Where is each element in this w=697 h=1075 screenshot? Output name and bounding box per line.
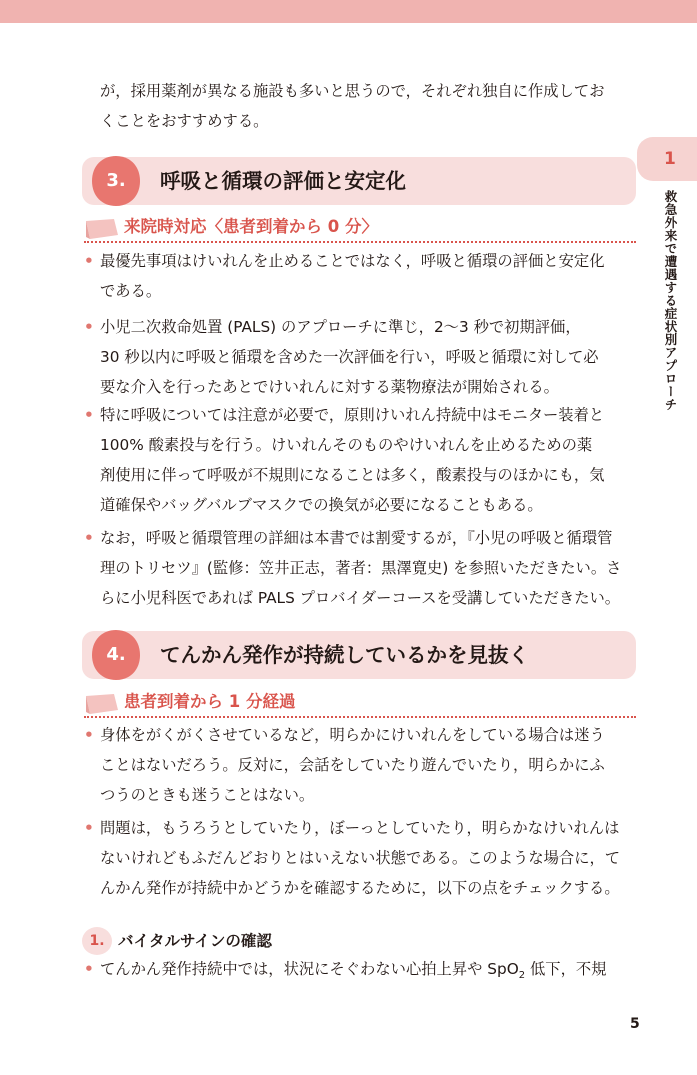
chapter-tab-number: 1	[637, 137, 697, 181]
chapter-tab-title: 救急外来で遭遇する症状別アプローチ	[663, 190, 678, 411]
section-4-title: てんかん発作が持続しているかを見抜く	[160, 643, 529, 667]
list-item: • 問題は，もうろうとしていたり，ぼーっとしていたり，明らかなけいれんは ないけれどもふだんどおりとはいえない状態である。このような場合に，て んかん発作が持続中かどうかを確認するために，以下の点をチェックする。	[84, 813, 640, 903]
bullet-icon: •	[84, 960, 94, 978]
section-3-subheading-text: 来院時対応〈患者到着から 0 分〉	[124, 217, 378, 236]
top-color-band	[0, 0, 697, 23]
section-3-badge	[90, 154, 142, 208]
section-3-heading	[82, 157, 636, 205]
section-3-number: 3.	[106, 170, 126, 191]
flag-icon	[84, 217, 120, 241]
flag-icon	[84, 692, 120, 716]
list-item: • 特に呼吸については注意が必要で，原則けいれん持続中はモニター装着と 100% 酸素投与を行う。けいれんそのものやけいれんを止めるための薬 剤使用に伴って呼吸が不規則になることは多く，酸素投与のほかにも，気 道確保やバッグバルブマスクでの換気が必要になることもある。	[84, 400, 640, 520]
subsection-1-badge	[82, 927, 112, 955]
list-item: • 身体をがくがくさせているなど，明らかにけいれんをしている場合は迷う ことはないだろう。反対に，会話をしていたり遊んでいたり，明らかにふ つうのときも迷うことはない。	[84, 720, 640, 810]
list-item: • なお，呼吸と循環管理の詳細は本書では割愛するが，『小児の呼吸と循環管 理のトリセツ』(監修：笠井正志，著者：黒澤寛史) を参照いただきたい。さ らに小児科医であれば PALS プロバイダーコースを受講していただきたい。	[84, 523, 640, 613]
bullet-icon: •	[84, 529, 94, 547]
subsection-1-title: バイタルサインの確認	[118, 932, 272, 950]
subsection-1-number: 1.	[89, 933, 105, 949]
section-4-subheading-text: 患者到着から 1 分経過	[124, 692, 296, 711]
section-4-subheading	[84, 690, 636, 718]
list-item: • てんかん発作持続中では，状況にそぐわない心拍上昇や SpO$_2$ 低下，不規	[84, 954, 640, 991]
intro-line-2: くことをおすすめする。	[100, 112, 269, 130]
bullet-icon: •	[84, 318, 94, 336]
bullet-icon: •	[84, 726, 94, 744]
list-item: • 最優先事項はけいれんを止めることではなく，呼吸と循環の評価と安定化 である。	[84, 246, 640, 306]
section-4-number: 4.	[106, 644, 126, 665]
intro-line-1: が，採用薬剤が異なる施設も多いと思うので，それぞれ独自に作成してお	[100, 82, 605, 100]
section-4-badge	[90, 628, 142, 682]
bullet-icon: •	[84, 252, 94, 270]
section-3-subheading	[84, 215, 636, 243]
section-4-heading	[82, 631, 636, 679]
list-item: • 小児二次救命処置 (PALS) のアプローチに準じ，2〜3 秒で初期評価， 30 秒以内に呼吸と循環を含めた一次評価を行い，呼吸と循環に対して必 要な介入を行ったあとでけいれんに対する薬物療法が開始される。	[84, 312, 640, 402]
page-number: 5	[630, 1016, 640, 1032]
bullet-icon: •	[84, 819, 94, 837]
bullet-icon: •	[84, 406, 94, 424]
section-3-title: 呼吸と循環の評価と安定化	[160, 169, 406, 193]
